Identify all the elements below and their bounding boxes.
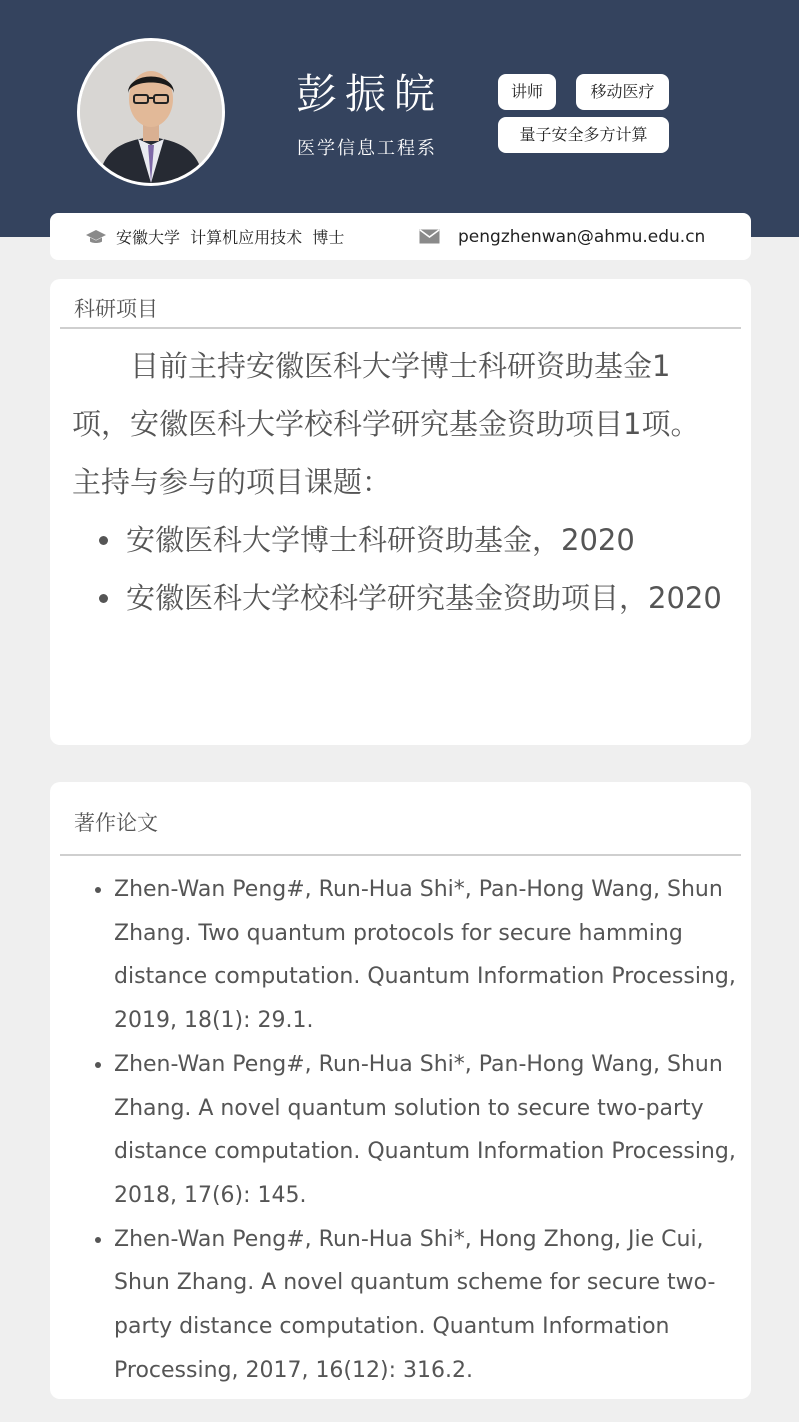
tag-specialty: 量子安全多方计算 [498,117,669,153]
list-item: • Zhen-Wan Peng#, Run-Hua Shi*, Pan-Hong Wang, Shun Zhang. Two quantum protocols for secure hamming distance computation. Quantum Information Processing, 2019, 18(1): 29.1. [114,868,764,1043]
department: 医学信息工程系 [297,138,437,159]
email-link[interactable]: pengzhenwan@ahmu.edu.cn [458,226,706,247]
tag-field: 移动医疗 [576,74,669,110]
publications-divider [60,854,741,856]
envelope-icon [419,229,440,244]
list-item: • Zhen-Wan Peng#, Run-Hua Shi*, Pan-Hong Wang, Shun Zhang. A novel quantum solution to secure two-party distance computation. Quantum Information Processing, 2018, 17(6): 145. [114,1043,764,1218]
avatar [77,38,225,186]
email-info[interactable] [419,213,705,260]
education-info [85,213,344,260]
list-item: • 安徽医科大学校科学研究基金资助项目，2020 [124,569,722,627]
education-text: 安徽大学 计算机应用技术 博士 [116,228,345,247]
research-intro: 目前主持安徽医科大学博士科研资助基金1项，安徽医科大学校科学研究基金资助项目1项。 [72,349,700,441]
contact-bar [50,213,751,260]
research-divider [60,327,741,329]
publications-title: 著作论文 [74,811,158,835]
publications-list [90,868,764,1392]
tag-title: 讲师 [498,74,556,110]
list-item: • 安徽医科大学博士科研资助基金，2020 [124,511,722,569]
list-item: • Zhen-Wan Peng#, Run-Hua Shi*, Hong Zhong, Jie Cui, Shun Zhang. A novel quantum scheme for secure two-party distance computation. Quantum Information Processing, 2017, 16(12): 316.2. [114,1218,764,1393]
profile-header [0,0,799,237]
research-title: 科研项目 [74,297,158,321]
avatar-portrait [80,41,222,183]
research-subheading: 主持与参与的项目课题： [72,465,392,499]
publications-card [50,782,751,1399]
research-content [72,337,722,627]
graduation-cap-icon [85,229,107,245]
research-project-list [72,511,722,627]
research-card [50,279,751,745]
professor-name: 彭振皖 [296,70,443,118]
